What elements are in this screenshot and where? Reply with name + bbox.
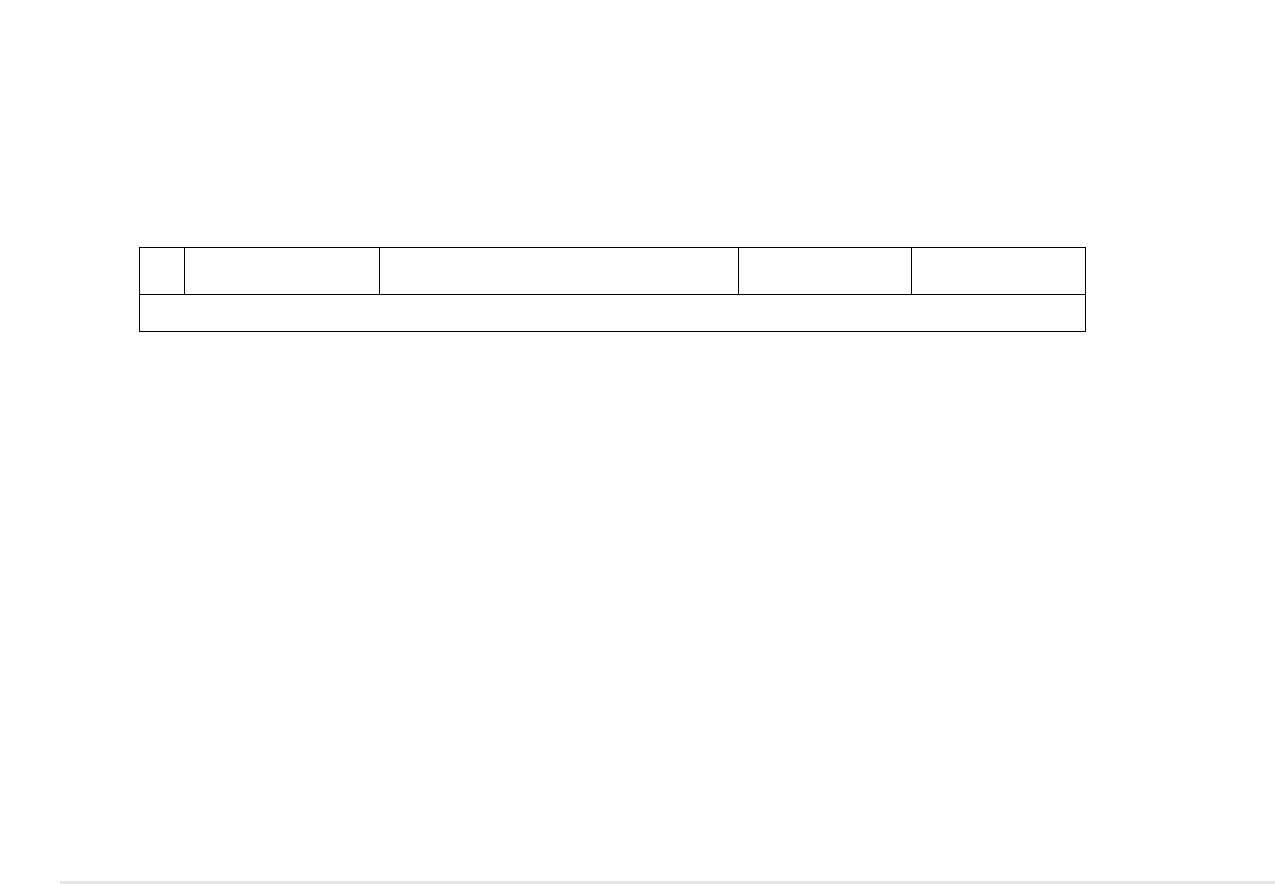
schedule-table [139,247,1086,332]
break-row [140,295,1086,332]
header-supervisor [739,248,912,295]
header-time [912,248,1086,295]
header-members [380,248,739,295]
break-label [140,295,1086,332]
header-project [185,248,380,295]
header-sn [140,248,185,295]
table-header-row [140,248,1086,295]
